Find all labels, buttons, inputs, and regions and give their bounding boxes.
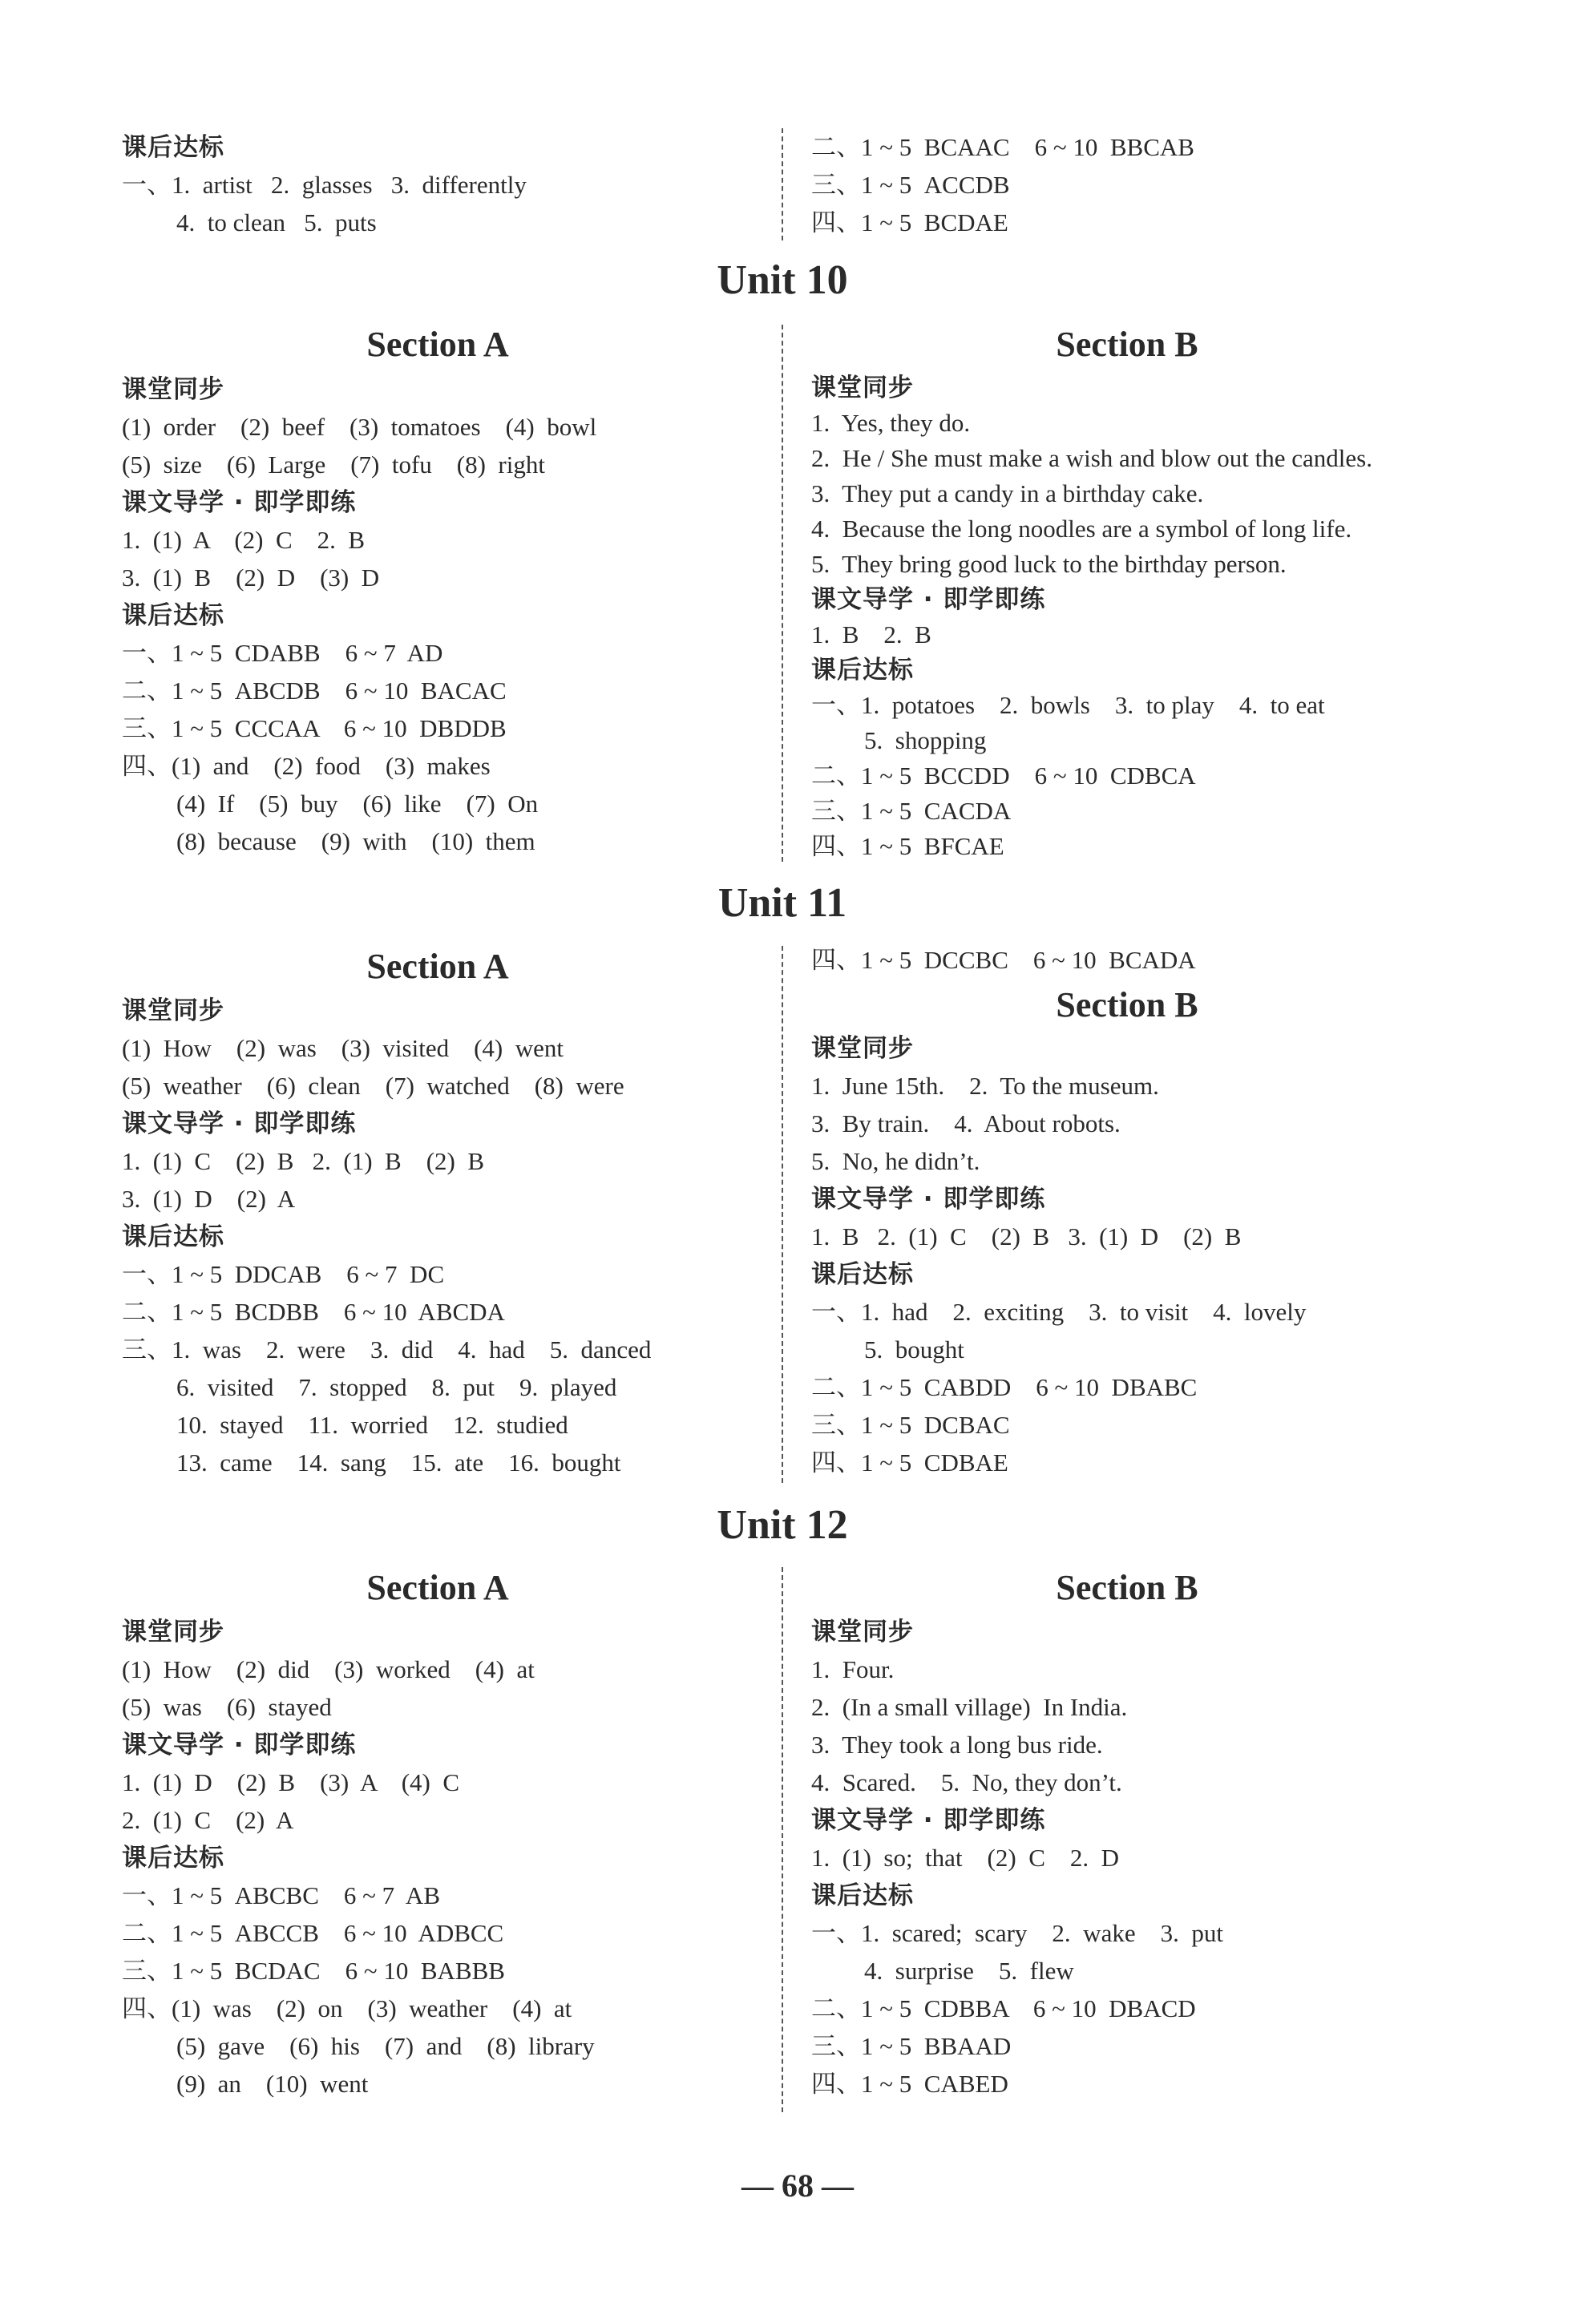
answer-line: 1. (1) so; that (2) C 2. D — [811, 1844, 1120, 1872]
answer-line: 二、1 ~ 5 BCAAC 6 ~ 10 BBCAB — [811, 133, 1194, 161]
page-number: — 68 — — [741, 2168, 854, 2204]
heading-text-guide: 课文导学 · 即学即练 — [811, 1185, 1046, 1214]
answer-line: 二、1 ~ 5 ABCCB 6 ~ 10 ADBCC — [122, 1919, 504, 1947]
answer-line: 1. (1) D (2) B (3) A (4) C — [122, 1768, 460, 1796]
answer-line: 1. B 2. (1) C (2) B 3. (1) D (2) B — [811, 1222, 1242, 1250]
answer-line: 二、1 ~ 5 ABCDB 6 ~ 10 BACAC — [122, 677, 507, 705]
answer-line: (5) was (6) stayed — [122, 1693, 332, 1721]
heading-class-sync: 课堂同步 — [811, 374, 914, 402]
answer-line: 一、1. had 2. exciting 3. to visit 4. lovely — [811, 1298, 1307, 1326]
heading-text-guide: 课文导学 · 即学即练 — [122, 1109, 357, 1138]
answer-line: 二、1 ~ 5 BCCDD 6 ~ 10 CDBCA — [811, 762, 1196, 790]
unit-10-title: Unit 10 — [717, 257, 848, 303]
answer-line: 1. Four. — [811, 1655, 895, 1683]
answer-line: 三、1 ~ 5 CACDA — [811, 797, 1012, 825]
column-divider-unit10 — [782, 325, 783, 862]
answer-line: 四、1 ~ 5 DCCBC 6 ~ 10 BCADA — [811, 946, 1196, 974]
heading-after-class: 课后达标 — [122, 601, 224, 630]
heading-after-class: 课后达标 — [122, 133, 224, 162]
answer-line: (5) gave (6) his (7) and (8) library — [176, 2032, 595, 2060]
section-a-title: Section A — [366, 1568, 509, 1607]
answer-line: 三、1 ~ 5 ACCDB — [811, 171, 1010, 199]
answer-line: 二、1 ~ 5 CABDD 6 ~ 10 DBABC — [811, 1373, 1198, 1401]
answer-line: 1. June 15th. 2. To the museum. — [811, 1072, 1159, 1100]
answer-line: 5. bought — [864, 1335, 964, 1364]
answer-line: (9) an (10) went — [176, 2070, 369, 2098]
heading-text-guide: 课文导学 · 即学即练 — [811, 1806, 1046, 1835]
column-divider-top — [782, 128, 783, 240]
heading-class-sync: 课堂同步 — [122, 375, 224, 404]
section-a-title: Section A — [366, 947, 509, 986]
answer-line: 5. No, he didn’t. — [811, 1147, 980, 1175]
answer-line: 13. came 14. sang 15. ate 16. bought — [176, 1448, 621, 1477]
answer-line: 一、1. artist 2. glasses 3. differently — [122, 171, 527, 199]
answer-line: 4. surprise 5. flew — [864, 1957, 1074, 1985]
answer-line: 1. B 2. B — [811, 620, 931, 648]
answer-line: 一、1. scared; scary 2. wake 3. put — [811, 1919, 1223, 1947]
answer-line: 10. stayed 11. worried 12. studied — [176, 1411, 568, 1439]
answer-line: (5) weather (6) clean (7) watched (8) were — [122, 1072, 624, 1100]
answer-line: 一、1 ~ 5 ABCBC 6 ~ 7 AB — [122, 1881, 440, 1909]
answer-line: 四、(1) and (2) food (3) makes — [122, 752, 491, 780]
answer-line: 4. Because the long noodles are a symbol of long life. — [811, 515, 1352, 543]
answer-line: (1) order (2) beef (3) tomatoes (4) bowl — [122, 413, 597, 441]
answer-line: 一、1 ~ 5 CDABB 6 ~ 7 AD — [122, 639, 443, 667]
answer-line: 二、1 ~ 5 BCDBB 6 ~ 10 ABCDA — [122, 1298, 505, 1326]
section-b-title: Section B — [1056, 325, 1198, 364]
answer-line: (8) because (9) with (10) them — [176, 827, 535, 855]
heading-after-class: 课后达标 — [811, 1881, 914, 1910]
answer-line: 4. Scared. 5. No, they don’t. — [811, 1768, 1122, 1796]
unit-12-title: Unit 12 — [717, 1502, 848, 1548]
answer-line: 5. They bring good luck to the birthday person. — [811, 550, 1287, 578]
answer-line: 四、1 ~ 5 BCDAE — [811, 208, 1008, 236]
heading-text-guide: 课文导学 · 即学即练 — [122, 488, 357, 517]
column-divider-unit11 — [782, 946, 783, 1483]
answer-line: 4. to clean 5. puts — [176, 208, 377, 236]
answer-line: 四、1 ~ 5 BFCAE — [811, 832, 1004, 860]
heading-after-class: 课后达标 — [122, 1222, 224, 1251]
heading-class-sync: 课堂同步 — [122, 1618, 224, 1646]
answer-line: (1) How (2) did (3) worked (4) at — [122, 1655, 535, 1683]
column-divider-unit12 — [782, 1567, 783, 2112]
answer-line: 3. (1) D (2) A — [122, 1185, 296, 1213]
answer-line: 2. (1) C (2) A — [122, 1806, 294, 1834]
heading-class-sync: 课堂同步 — [122, 996, 224, 1025]
answer-line: 6. visited 7. stopped 8. put 9. played — [176, 1373, 617, 1401]
answer-line: 一、1. potatoes 2. bowls 3. to play 4. to eat — [811, 691, 1325, 719]
answer-line: (5) size (6) Large (7) tofu (8) right — [122, 450, 545, 479]
answer-line: (1) How (2) was (3) visited (4) went — [122, 1034, 564, 1062]
answer-line: 三、1 ~ 5 BBAAD — [811, 2032, 1012, 2060]
answer-line: 三、1. was 2. were 3. did 4. had 5. danced — [122, 1335, 652, 1364]
heading-after-class: 课后达标 — [811, 1260, 914, 1289]
answer-line: 2. (In a small village) In India. — [811, 1693, 1128, 1721]
answer-line: 二、1 ~ 5 CDBBA 6 ~ 10 DBACD — [811, 1994, 1196, 2022]
answer-line: 1. (1) A (2) C 2. B — [122, 526, 366, 554]
heading-after-class: 课后达标 — [811, 656, 914, 685]
answer-line: 3. They put a candy in a birthday cake. — [811, 479, 1204, 507]
answer-line: 四、1 ~ 5 CABED — [811, 2070, 1008, 2098]
answer-line: 一、1 ~ 5 DDCAB 6 ~ 7 DC — [122, 1260, 445, 1288]
answer-line: 1. Yes, they do. — [811, 409, 971, 437]
answer-line: 3. (1) B (2) D (3) D — [122, 564, 380, 592]
unit-11-title: Unit 11 — [717, 880, 847, 926]
section-b-title: Section B — [1056, 1568, 1198, 1607]
answer-line: 2. He / She must make a wish and blow out the candles. — [811, 444, 1372, 472]
section-b-title: Section B — [1056, 985, 1198, 1024]
answer-line: 5. shopping — [864, 726, 987, 754]
answer-line: 三、1 ~ 5 DCBAC — [811, 1411, 1010, 1439]
answer-line: 3. They took a long bus ride. — [811, 1731, 1103, 1759]
heading-after-class: 课后达标 — [122, 1844, 224, 1873]
answer-line: 三、1 ~ 5 BCDAC 6 ~ 10 BABBB — [122, 1957, 505, 1985]
heading-text-guide: 课文导学 · 即学即练 — [811, 585, 1046, 614]
answer-line: 三、1 ~ 5 CCCAA 6 ~ 10 DBDDB — [122, 714, 507, 742]
answer-line: 3. By train. 4. About robots. — [811, 1109, 1121, 1137]
heading-class-sync: 课堂同步 — [811, 1034, 914, 1063]
heading-text-guide: 课文导学 · 即学即练 — [122, 1731, 357, 1760]
heading-class-sync: 课堂同步 — [811, 1618, 914, 1646]
answer-line: 1. (1) C (2) B 2. (1) B (2) B — [122, 1147, 485, 1175]
answer-line: (4) If (5) buy (6) like (7) On — [176, 790, 539, 818]
answer-line: 四、(1) was (2) on (3) weather (4) at — [122, 1994, 572, 2022]
section-a-title: Section A — [366, 325, 509, 364]
answer-line: 四、1 ~ 5 CDBAE — [811, 1448, 1008, 1477]
